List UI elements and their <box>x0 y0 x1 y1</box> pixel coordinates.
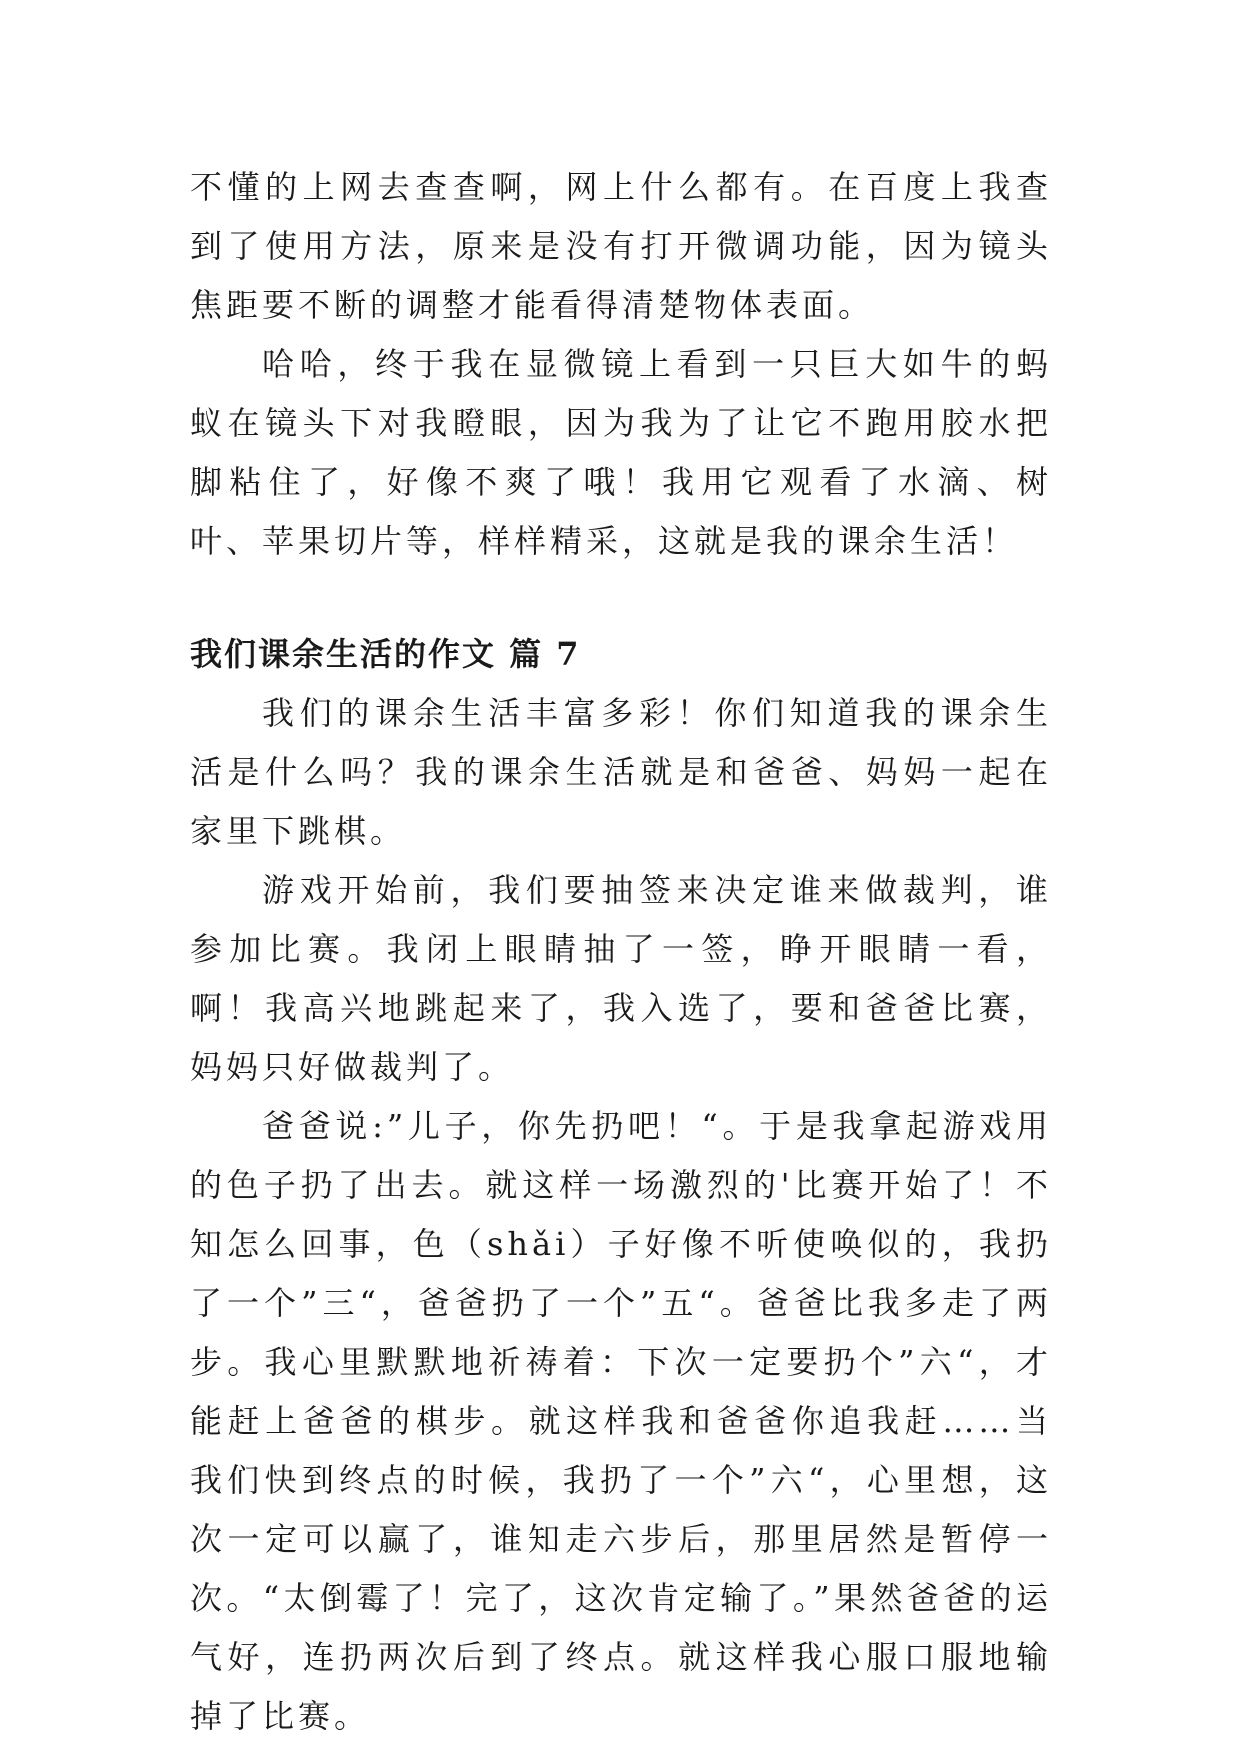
paragraph: 爸爸说:”儿子，你先扔吧！“。于是我拿起游戏用的色子扔了出去。就这样一场激烈的'比赛开始了！不知怎么回事，色（shǎi）子好像不听使唤似的，我扔了一个”三“，爸爸扔了一个”五“。爸爸比我多走了两步。我心里默默地祈祷着：下次一定要扔个”六“，才能赶上爸爸的棋步。就这样我和爸爸你追我赶……当我们快到终点的时候，我扔了一个”六“，心里想，这次一定可以赢了，谁知走六步后，那里居然是暂停一次。“太倒霉了！完了，这次肯定输了。”果然爸爸的运气好，连扔两次后到了终点。就这样我心服口服地输掉了比赛。 <box>190 1107 1052 1735</box>
document-body <box>190 158 1052 1746</box>
section-heading: 我们课余生活的作文 篇 7 <box>190 635 581 673</box>
section-spacer <box>190 571 1052 625</box>
paragraph: 游戏开始前，我们要抽签来决定谁来做裁判，谁参加比赛。我闭上眼睛抽了一签，睁开眼睛一看，啊！我高兴地跳起来了，我入选了，要和爸爸比赛，妈妈只好做裁判了。 <box>190 871 1052 1086</box>
paragraph: 哈哈，终于我在显微镜上看到一只巨大如牛的蚂蚁在镜头下对我瞪眼，因为我为了让它不跑用胶水把脚粘住了，好像不爽了哦！我用它观看了水滴、树叶、苹果切片等，样样精采，这就是我的课余生活！ <box>190 345 1052 560</box>
paragraph: 不懂的上网去查查啊，网上什么都有。在百度上我查到了使用方法，原来是没有打开微调功能，因为镜头焦距要不断的调整才能看得清楚物体表面。 <box>190 168 1052 324</box>
paragraph: 我们的课余生活丰富多彩！你们知道我的课余生活是什么吗？我的课余生活就是和爸爸、妈妈一起在家里下跳棋。 <box>190 694 1052 850</box>
